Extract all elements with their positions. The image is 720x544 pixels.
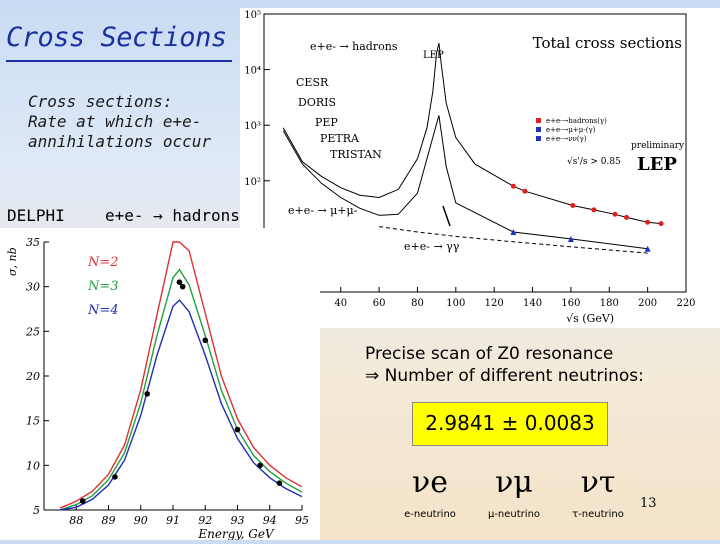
z-resonance-svg [0,228,320,540]
measured-data-point [177,279,183,285]
reaction-label: e+e- → hadrons [105,206,240,225]
legend-label-0: e+e-→hadrons(γ) [546,117,607,125]
muon-neutrino-symbol: νμ [495,465,533,500]
chart-annotation-2: CESR [296,76,329,89]
x-tick-label: 40 [334,298,348,309]
legend-marker-0 [536,118,541,123]
legend-marker-2 [536,136,541,141]
chart-annotation-9: preliminary [631,141,685,151]
chart-annotation-4: PEP [315,116,338,129]
measured-data-point [277,480,283,486]
y-tick-label: 10³ [244,121,261,133]
gamma-gamma-arrow [443,206,450,226]
x-tick-label: 180 [599,298,619,309]
x-tick-label: 60 [372,298,386,309]
delphi-label: DELPHI [7,206,65,225]
hadron-data-point [645,220,650,225]
legend-label-2: e+e-→νν(γ) [546,135,587,143]
chart-title: Total cross sections [532,34,682,52]
y-tick-label: 10⁵ [244,10,261,21]
hadron-data-point [591,207,596,212]
measured-data-point [180,284,186,290]
y-tick-label: 35 [26,236,40,249]
x-axis-label: √s (GeV) [566,312,615,325]
measured-data-point [202,337,208,343]
curve-label-2: N=4 [88,303,119,318]
precise-line-1: Precise scan of Z0 resonance [365,344,614,364]
curve-label-1: N=3 [88,279,119,294]
y-tick-label: 10 [26,459,40,473]
muon-neutrino-label: μ-neutrino [487,509,541,520]
x-tick-label: 88 [69,514,84,527]
y-tick-label: 10² [244,176,261,188]
chart-annotation-3: DORIS [298,96,337,109]
precise-line-2: ⇒ Number of different neutrinos: [365,366,644,386]
curve-label-0: N=2 [88,255,119,270]
x-axis-label: Energy, GeV [198,527,274,540]
y-tick-label: 25 [26,325,40,339]
hadron-data-point [613,212,618,217]
chart-annotation-8: e+e- → γγ [404,240,460,253]
x-tick-label: 100 [446,298,466,309]
resonance-curve-2 [60,300,302,510]
electron-neutrino-label: e-neutrino [404,509,456,520]
y-tick-label: 10⁴ [244,65,261,77]
x-tick-label: 89 [101,514,116,527]
chart-annotation-1: LEP [423,50,444,61]
y-tick-label: 20 [26,370,40,383]
legend-marker-1 [536,127,541,132]
neutrino-count-result: 2.9841 ± 0.0083 [412,402,608,446]
measured-data-point [80,498,86,504]
measured-data-point [235,427,241,433]
title-underline [6,60,232,62]
plot-frame [264,14,686,292]
y-tick-label: 5 [33,504,40,517]
y-axis-label: σ, nb [6,247,19,276]
tau-neutrino-symbol: ντ [580,465,616,500]
chart-annotation-11: √s'/s > 0.85 [567,157,621,167]
chart-annotation-0: e+e- → hadrons [310,40,398,53]
hadron-data-point [624,215,629,220]
y-tick-label: 30 [26,280,40,294]
hadron-data-point [659,221,664,226]
hadron-data-point [570,203,575,208]
x-tick-label: 120 [484,298,504,309]
x-tick-label: 92 [198,514,213,527]
precise-scan-text [365,343,644,387]
x-tick-label: 140 [522,298,543,309]
x-tick-label: 91 [166,514,180,527]
x-tick-label: 80 [411,298,424,309]
x-tick-label: 220 [676,298,696,309]
chart-annotation-10: LEP [637,154,677,175]
x-tick-label: 93 [230,514,245,527]
description-line-3: annihilations occur [28,132,212,151]
x-tick-label: 95 [295,514,309,527]
electron-neutrino-symbol: νe [412,465,448,500]
x-tick-label: 200 [638,298,658,309]
page-number: 13 [640,496,657,511]
chart-annotation-6: TRISTAN [330,148,382,161]
x-tick-label: 94 [262,514,277,527]
y-tick-label: 15 [26,414,40,428]
legend-label-1: e+e-→μ+μ-(γ) [546,126,596,134]
x-tick-label: 90 [133,514,148,527]
description-line-1: Cross sections: [28,92,173,111]
hadron-data-point [522,189,527,194]
measured-data-point [112,474,118,480]
chart-annotation-7: e+e- → μ+μ- [288,204,358,217]
measured-data-point [144,391,150,397]
tau-neutrino-label: τ-neutrino [572,509,624,520]
measured-data-point [257,463,263,469]
chart-annotation-5: PETRA [320,132,359,145]
description-line-2: Rate at which e+e- [28,112,202,131]
z-resonance-chart [0,228,320,540]
hadron-data-point [511,184,516,189]
page-title: Cross Sections [6,22,227,53]
x-tick-label: 160 [561,298,581,309]
